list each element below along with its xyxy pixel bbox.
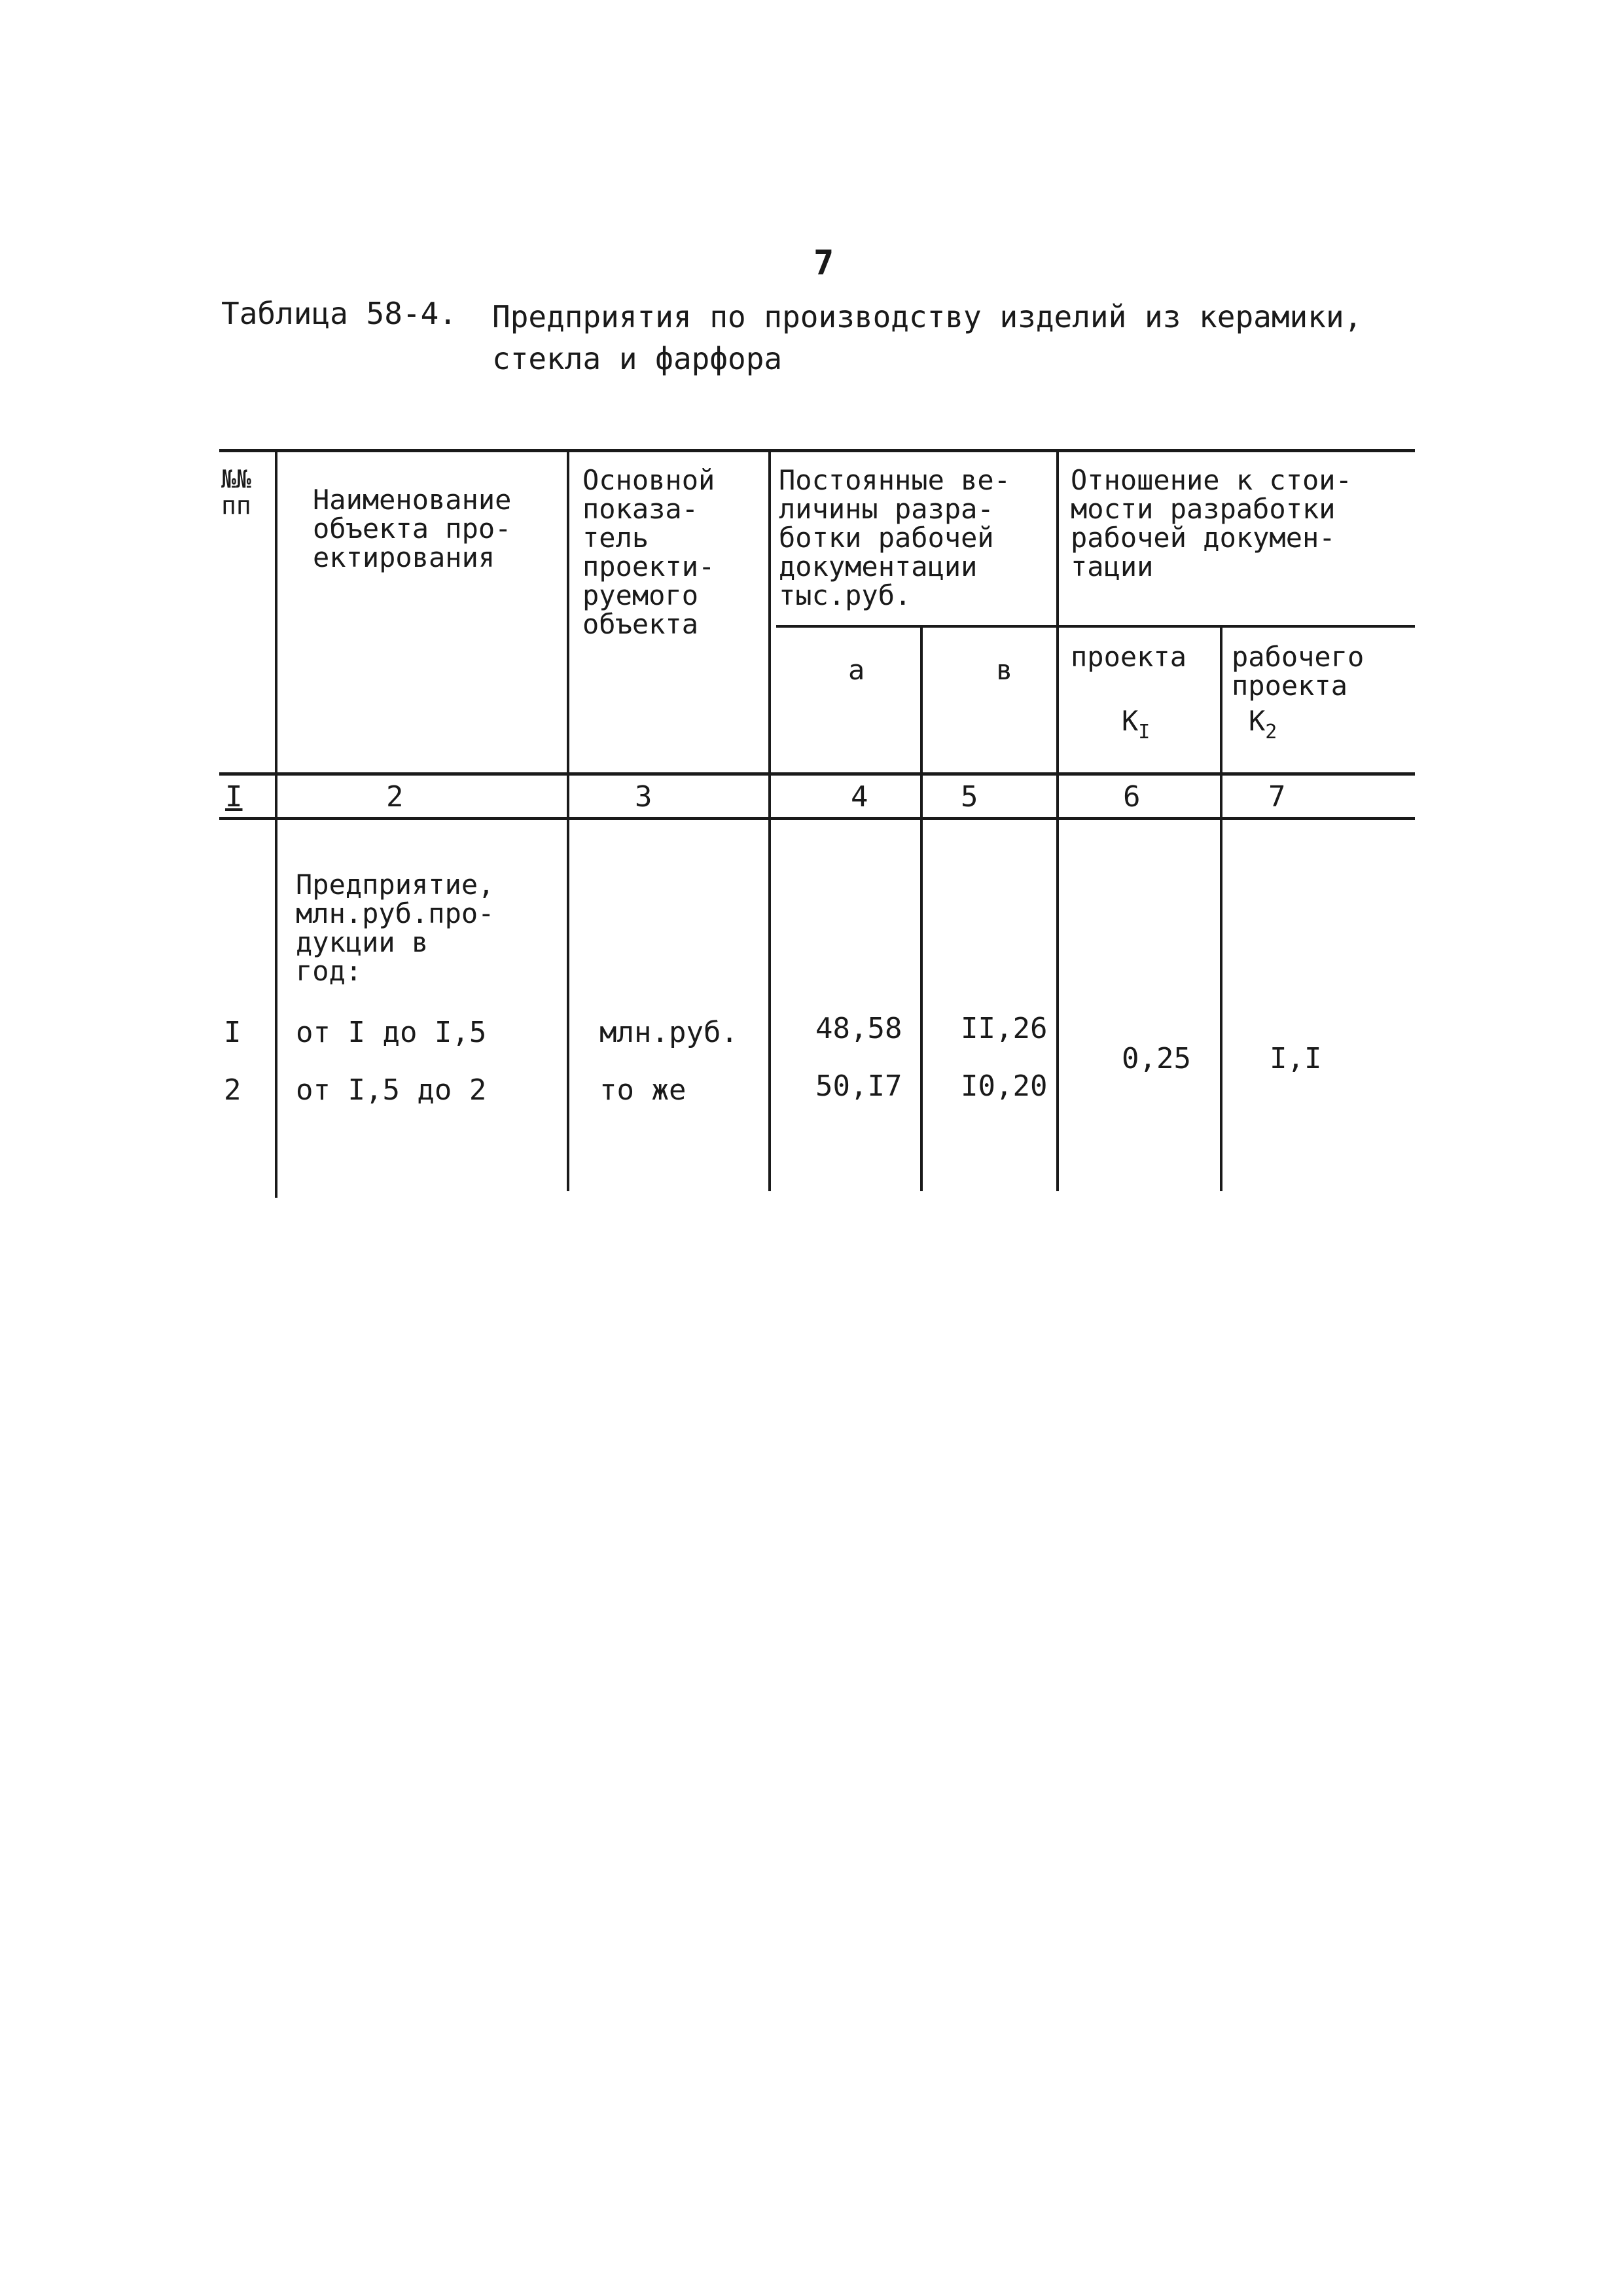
header-number: №№ пп	[221, 465, 251, 520]
col-divider-1	[275, 449, 277, 1198]
object-name: от I до I,5	[296, 1016, 487, 1049]
column-number-2: 2	[386, 780, 404, 814]
column-number-4: 4	[851, 780, 868, 814]
caption-line-2: стекла и фарфора	[492, 341, 783, 376]
indicator-value: млн.руб.	[599, 1016, 738, 1049]
header-main-indicator: Основной показа- тель проекти- руемого объекта	[582, 464, 715, 640]
header-b: в	[996, 654, 1013, 686]
col-divider-2	[567, 449, 569, 1191]
column-number-3: 3	[635, 780, 652, 814]
indicator-value: то же	[599, 1073, 687, 1107]
object-name: от I,5 до 2	[296, 1073, 487, 1107]
group-label: Предприятие, млн.руб.про- дукции в год:	[296, 869, 495, 987]
header-k1: $К_I$	[1122, 705, 1150, 744]
subheader-rule-67	[1058, 625, 1415, 628]
row-number: I	[224, 1016, 241, 1049]
header-object-name: Наименование объекта про- ектирования	[313, 484, 512, 573]
column-number-6: 6	[1123, 780, 1141, 814]
header-constant-values: Постоянные ве- личины разра- ботки рабочей документации тыс.руб.	[779, 464, 1011, 611]
value-b: I0,20	[961, 1069, 1048, 1103]
column-number-1: I	[225, 780, 243, 814]
header-a: а	[848, 654, 865, 686]
header-k2: $К_2$	[1249, 705, 1277, 744]
k2-value: I,I	[1270, 1042, 1322, 1075]
col-divider-3	[768, 449, 771, 1191]
header-cost-ratio: Отношение к стои- мости разработки рабочей докумен- тации	[1071, 464, 1352, 583]
value-b: II,26	[961, 1012, 1048, 1045]
column-number-7: 7	[1268, 780, 1286, 814]
page-number: 7	[813, 243, 834, 283]
header-bottom-rule	[219, 772, 1415, 776]
header-project: проекта	[1071, 641, 1187, 673]
table-caption-title	[492, 296, 1362, 380]
table-caption-label: Таблица 58-4.	[221, 296, 457, 331]
column-numbers-rule	[219, 817, 1415, 820]
column-number-5: 5	[961, 780, 978, 814]
caption-line-1: Предприятия по производству изделий из керамики,	[492, 299, 1363, 334]
col-divider-6	[1220, 625, 1222, 1191]
value-a: 48,58	[815, 1012, 902, 1045]
subheader-rule-45	[776, 625, 1058, 628]
k1-value: 0,25	[1122, 1042, 1191, 1075]
row-number: 2	[224, 1073, 241, 1107]
col-divider-5	[1056, 449, 1059, 1191]
value-a: 50,I7	[815, 1069, 902, 1103]
col-divider-4	[920, 625, 923, 1191]
table-top-rule	[219, 449, 1415, 452]
header-working-project: рабочего проекта	[1232, 641, 1364, 702]
